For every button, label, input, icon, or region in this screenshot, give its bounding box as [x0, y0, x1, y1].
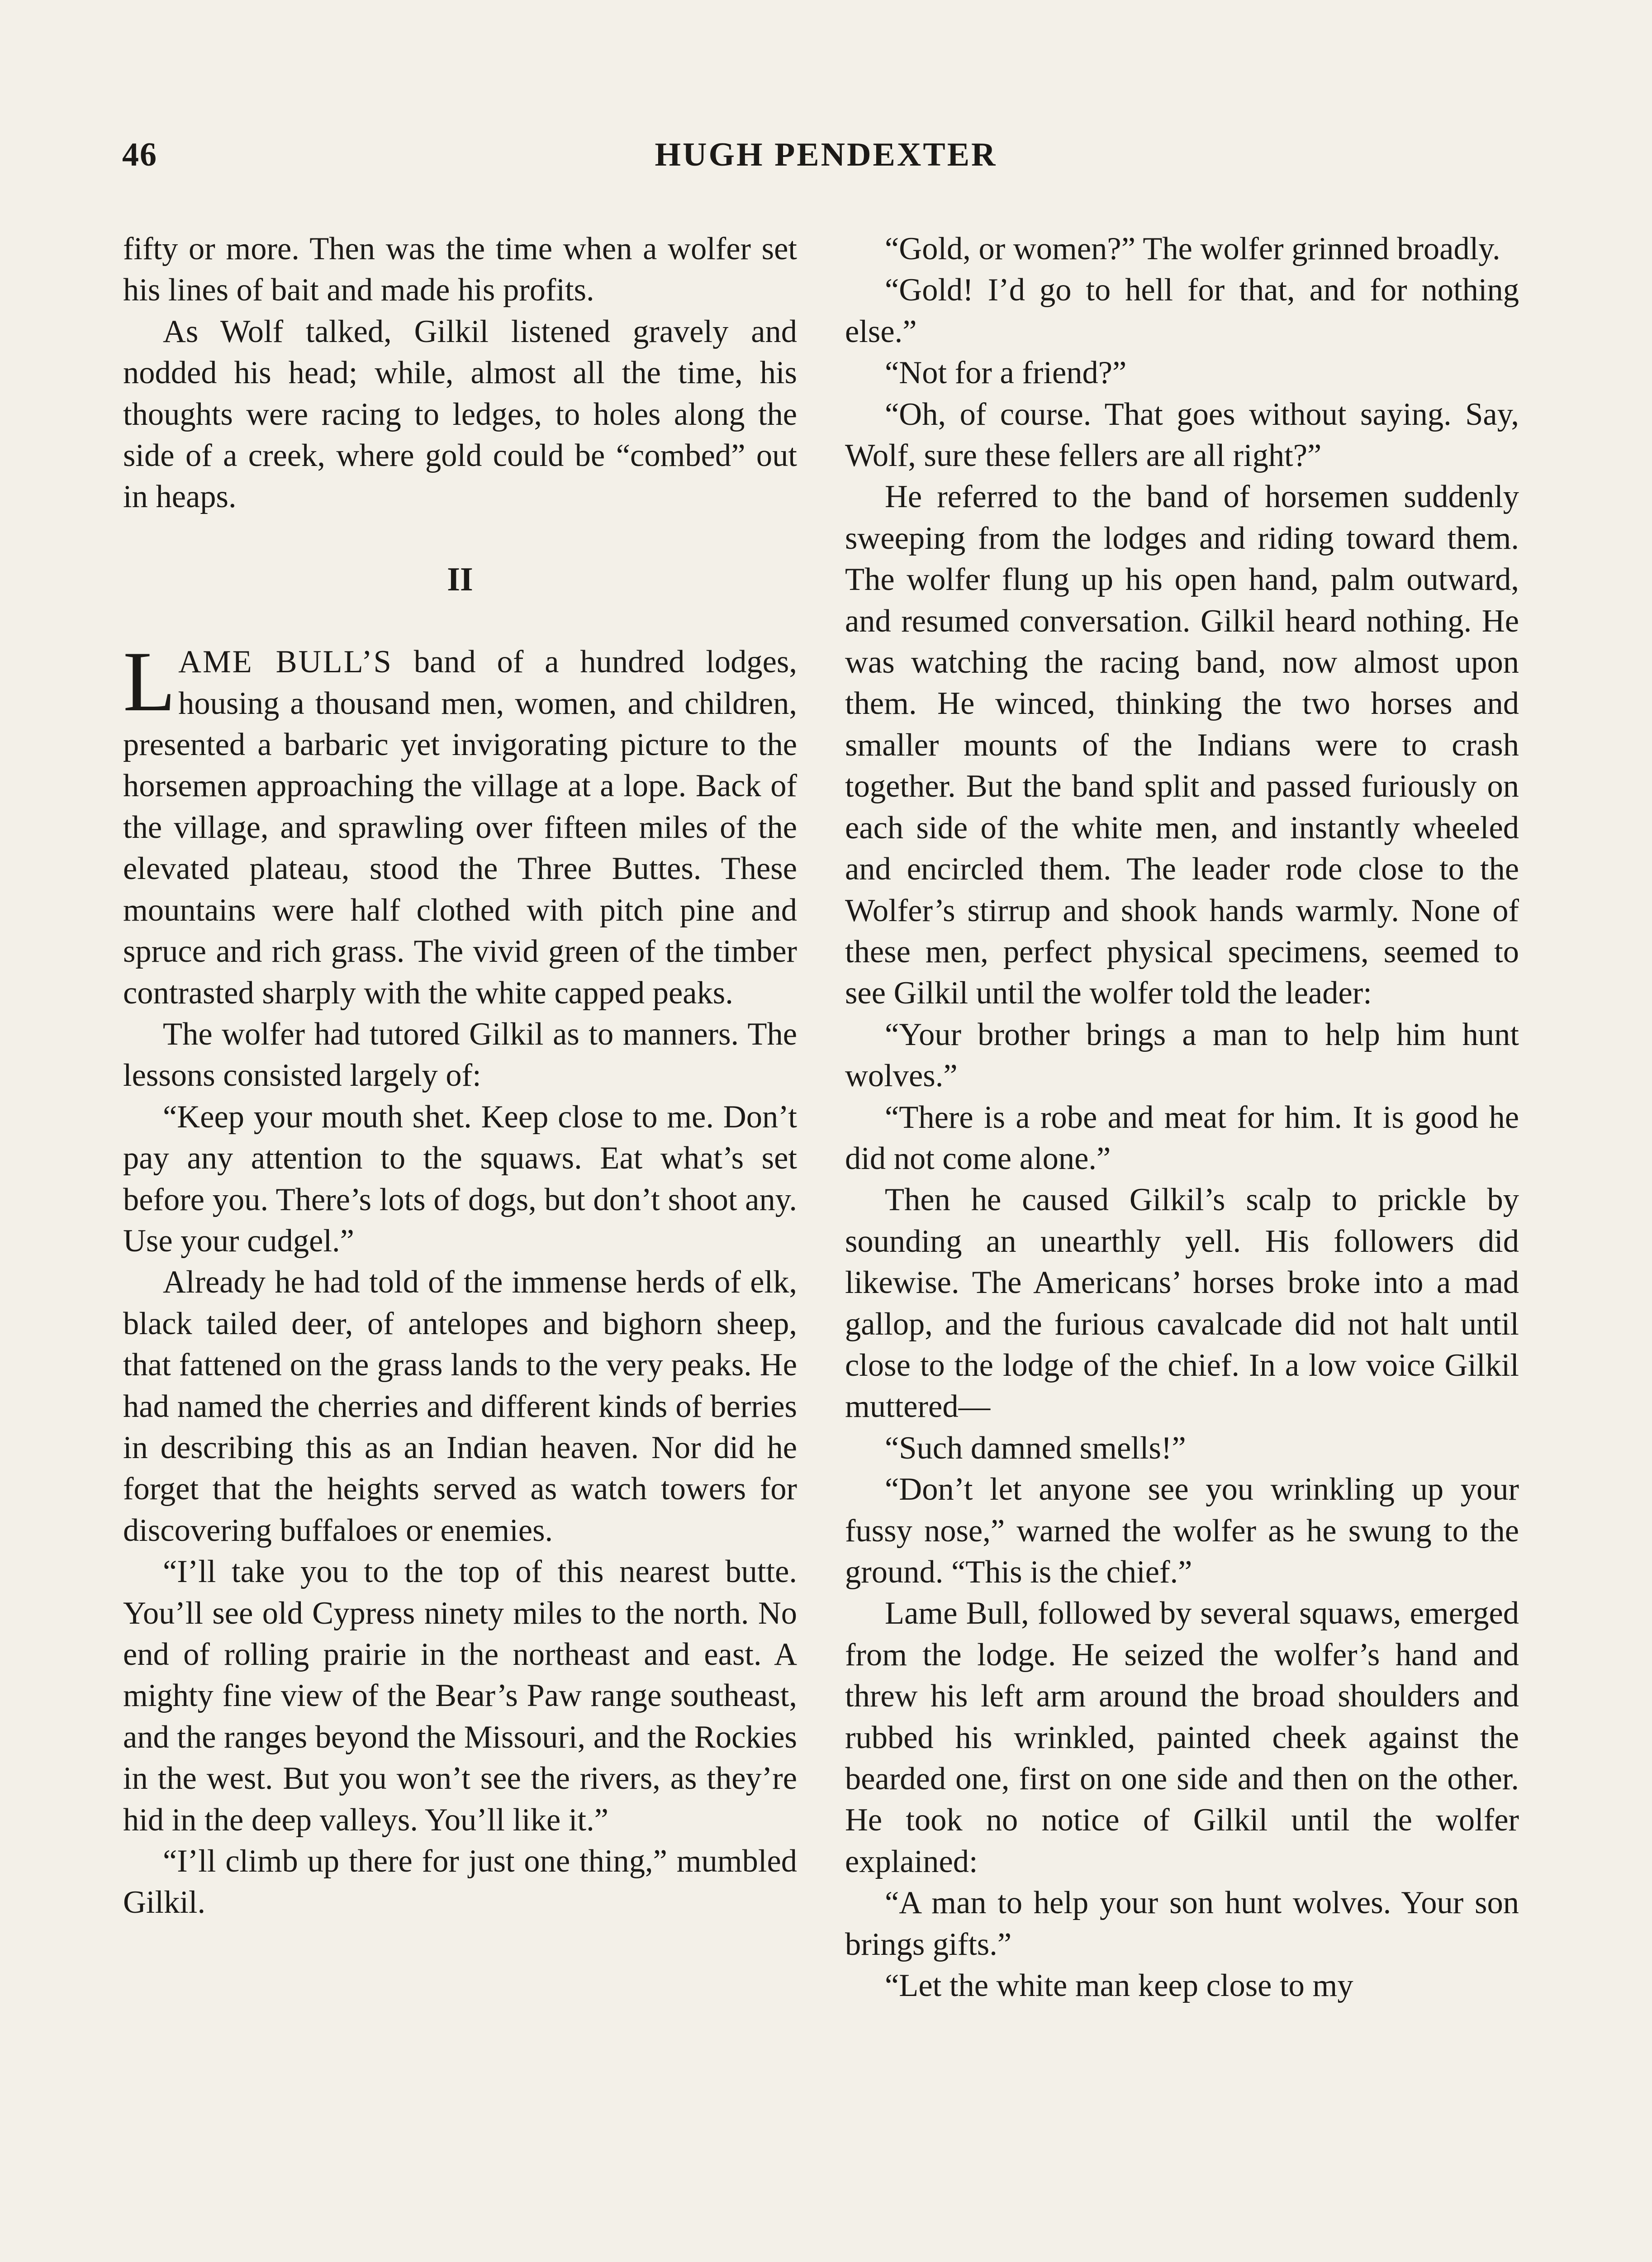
paragraph: Lame Bull, followed by several squaws, emerged from the lodge. He seized the wolfer’s hand and threw his left arm around the broad shoulders and rubbed his wrinkled, painted cheek against the bearded one, first on one side and then on the other. He took no notice of Gilkil until the wolfer explained: — [845, 1596, 1519, 1879]
paragraph: “Your brother brings a man to help him hunt wolves.” — [845, 1017, 1519, 1094]
paragraph: He referred to the band of horsemen suddenly sweeping from the lodges and riding toward them. The wolfer flung up his open hand, palm outward, and resumed conversation. Gilkil heard nothing. He was watching the racing band, now almost upon them. He winced, thinking the two horses and smaller mounts of the Indians were to crash together. But the band split and passed furiously on each side of the white men, and instantly wheeled and encircled them. The leader rode close to the Wolfer’s stirrup and shook hands warmly. None of these men, perfect physical specimens, seemed to see Gilkil until the wolfer told the leader: — [845, 479, 1519, 1011]
paragraph: “Gold, or women?” The wolfer grinned broadly. — [885, 231, 1500, 266]
chapter-opening-paragraph — [123, 634, 797, 1014]
left-column — [123, 228, 797, 1924]
paragraph: “Let the white man keep close to my — [885, 1968, 1353, 2004]
paragraph: “Such damned smells!” — [885, 1430, 1186, 1466]
paragraph: “I’ll climb up there for just one thing,” mumbled Gilkil. — [123, 1844, 797, 1920]
paragraph: Already he had told of the immense herds of elk, black tailed deer, of antelopes and bighorn sheep, that fattened on the grass lands to the very peaks. He had named the cherries and different kinds of berries in describing this as an Indian heaven. Nor did he forget that the heights served as watch towers for discovering buffaloes or enemies. — [123, 1264, 797, 1548]
running-head: HUGH PENDEXTER — [655, 136, 997, 173]
section-heading: II — [447, 561, 473, 598]
paragraph: “There is a robe and meat for him. It is good he did not come alone.” — [845, 1099, 1519, 1176]
paragraph: Then he caused Gilkil’s scalp to prickle by sounding an unearthly yell. His followers did likewise. The Americans’ horses broke into a mad gallop, and the furious cavalcade did not halt until close to the lodge of the chief. In a low voice Gilkil muttered— — [845, 1182, 1519, 1425]
paragraph: As Wolf talked, Gilkil listened gravely and nodded his head; while, almost all the time, his thoughts were racing to ledges, to holes along the side of a creek, where gold could be “combed” out in heaps. — [123, 314, 797, 515]
paragraph: “Don’t let anyone see you wrinkling up your fussy nose,” warned the wolfer as he swung to the ground. “This is the chief.” — [845, 1472, 1519, 1590]
paragraph: “Oh, of course. That goes without saying. Say, Wolf, sure these fellers are all right?” — [845, 396, 1519, 474]
page-header — [122, 136, 1530, 185]
paragraph: fifty or more. Then was the time when a wolfer set his lines of bait and made his profits. — [123, 231, 797, 308]
small-caps-lead: AME BULL’S — [178, 644, 393, 680]
paragraph: “A man to help your son hunt wolves. Your son brings gifts.” — [845, 1885, 1519, 1962]
paragraph: “Not for a friend?” — [885, 355, 1127, 391]
drop-cap: L — [123, 634, 176, 730]
paragraph: The wolfer had tutored Gilkil as to manners. The lessons consisted largely of: — [123, 1016, 797, 1093]
right-column — [845, 228, 1519, 2006]
paragraph-text: band of a hundred lodges, housing a thousand men, women, and children, presented a barbaric yet invigorating picture to the horsemen approaching the village at a lope. Back of the village, and sprawling over fifteen miles of the elevated plateau, stood the Three Buttes. These mountains were half clothed with pitch pine and spruce and rich grass. The vivid green of the timber contrasted sharply with the white capped peaks. — [123, 644, 797, 1011]
paragraph: “I’ll take you to the top of this nearest butte. You’ll see old Cypress ninety miles to the north. No end of rolling prairie in the northeast and east. A mighty fine view of the Bear’s Paw range southeast, and the ranges beyond the Missouri, and the Rockies in the west. But you won’t see the rivers, as they’re hid in the deep valleys. You’ll like it.” — [123, 1554, 797, 1838]
page-number: 46 — [122, 136, 157, 173]
paragraph: “Keep your mouth shet. Keep close to me. Don’t pay any attention to the squaws. Eat what’s set before you. There’s lots of dogs, but don’t shoot any. Use your cudgel.” — [123, 1099, 797, 1259]
paragraph: “Gold! I’d go to hell for that, and for nothing else.” — [845, 272, 1519, 349]
